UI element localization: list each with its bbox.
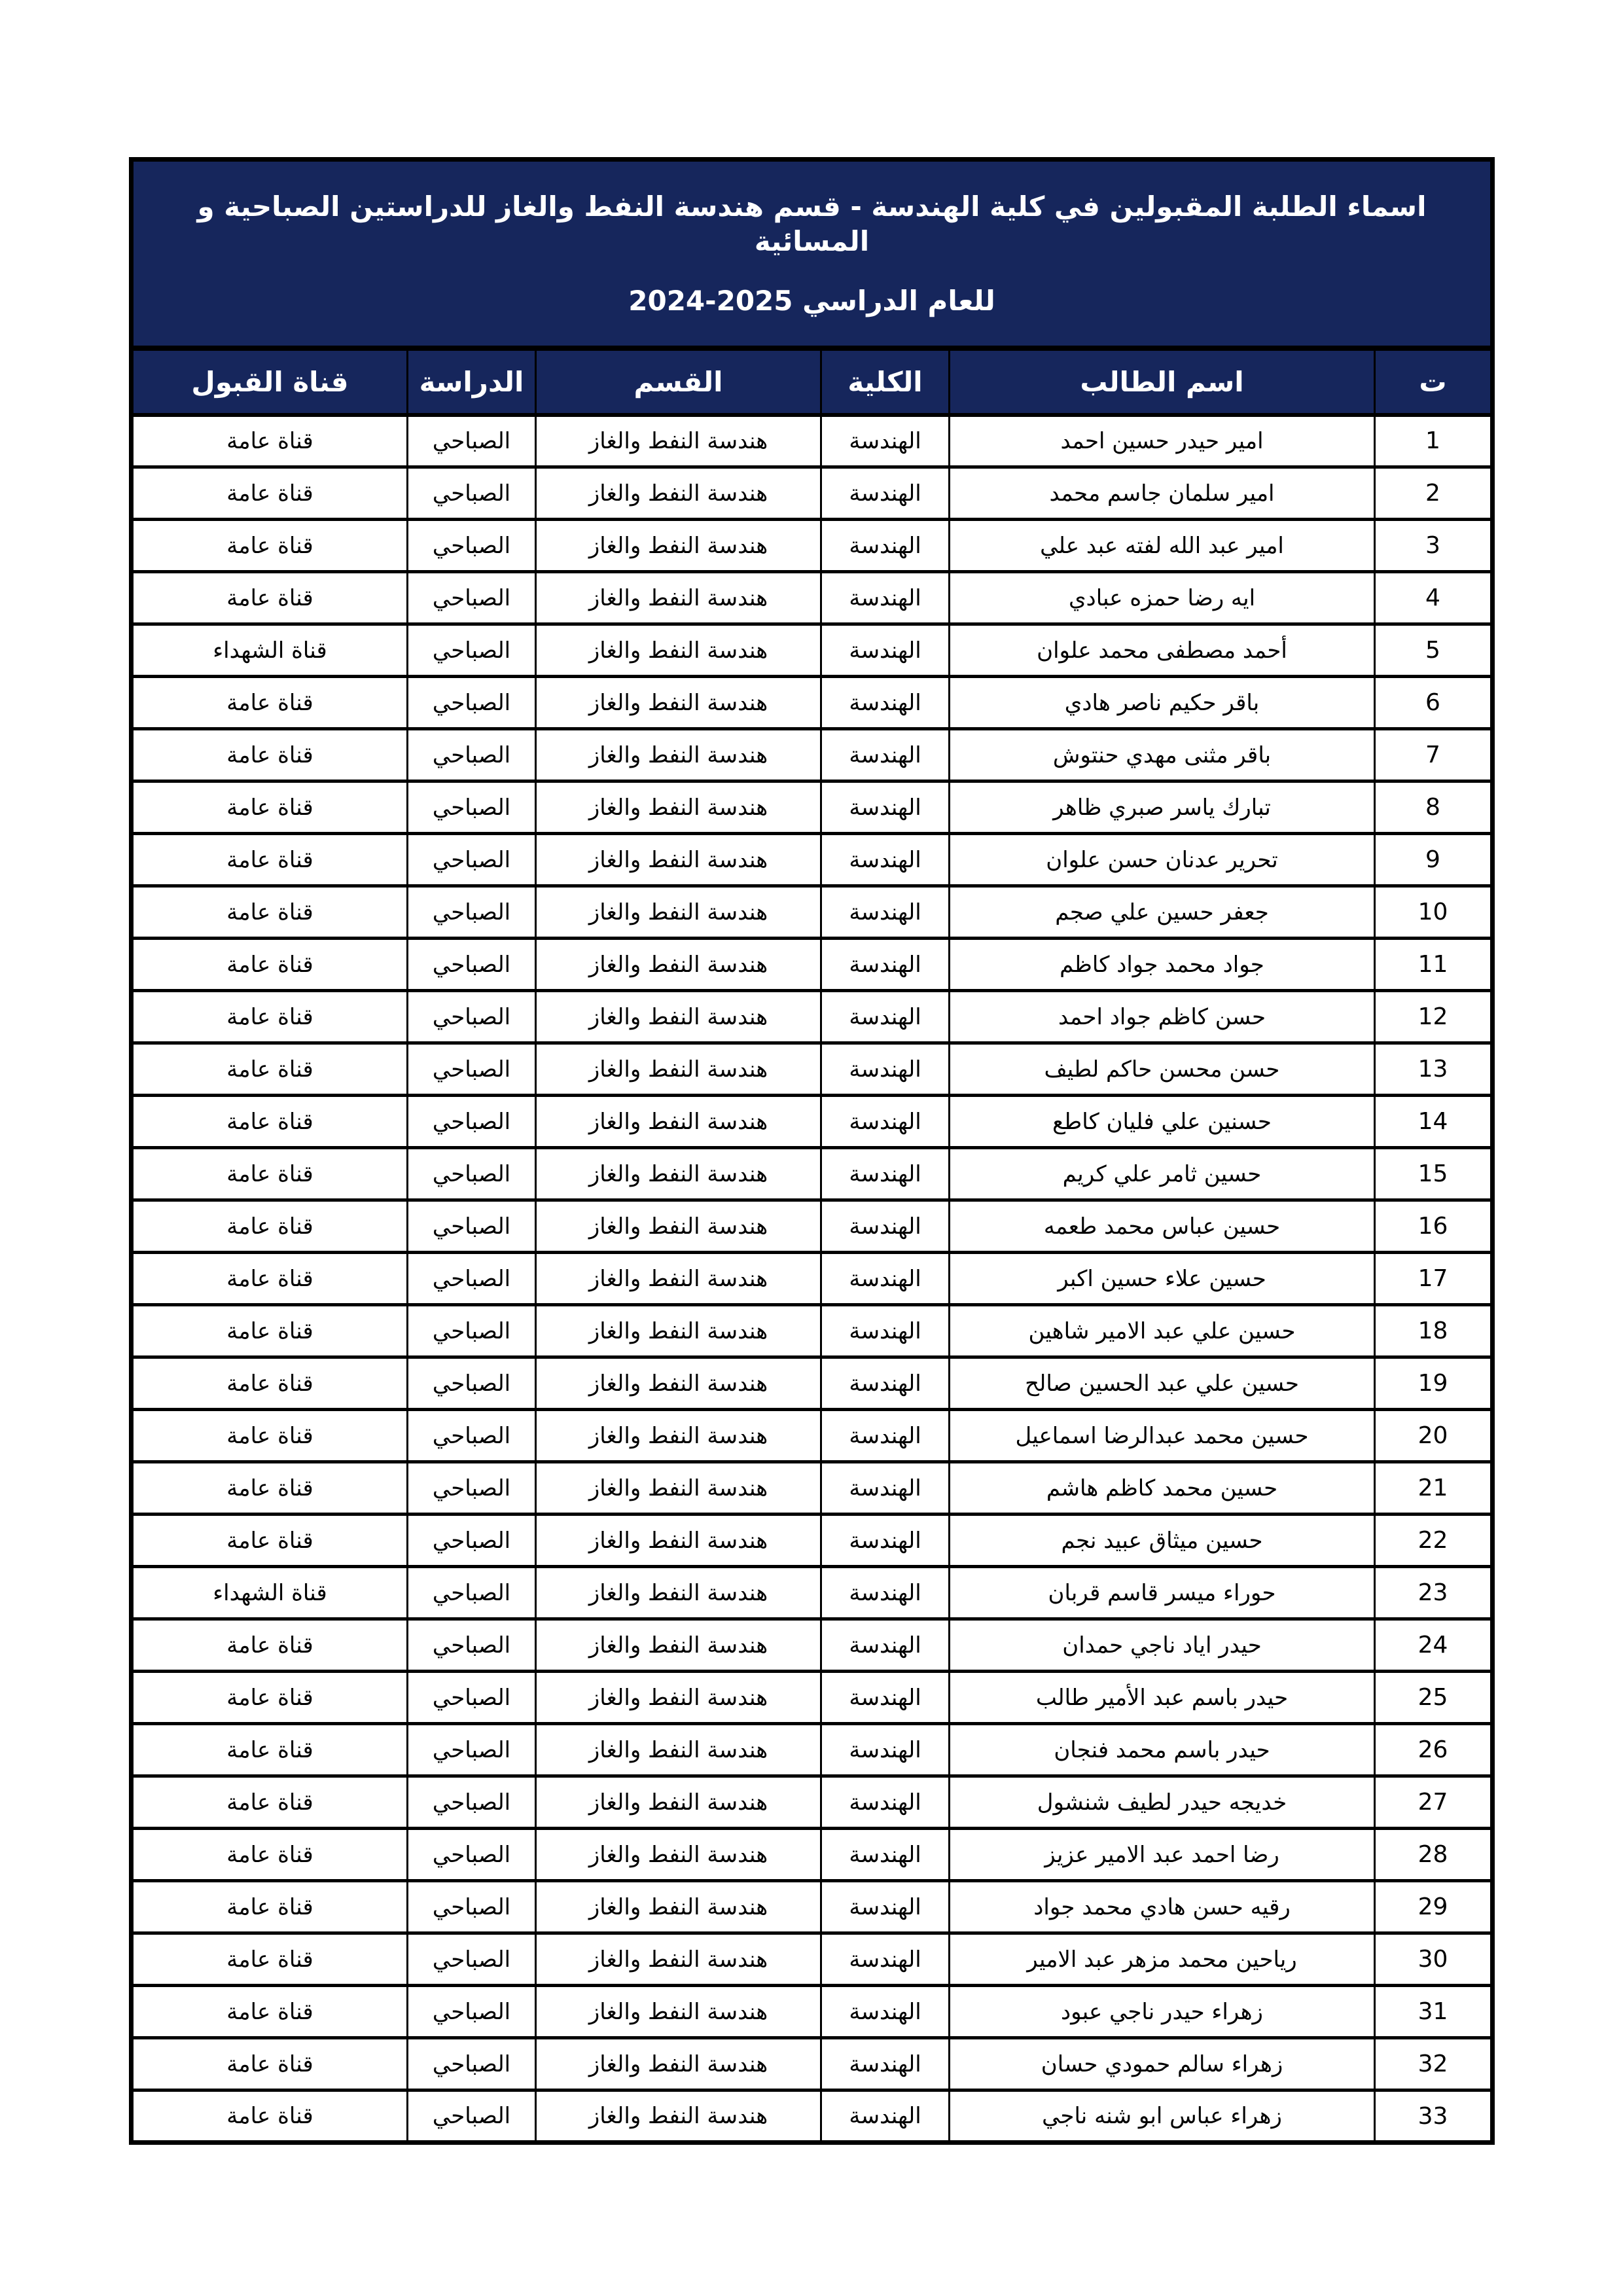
cell-study: الصباحي (408, 520, 536, 572)
cell-no: 26 (1375, 1724, 1493, 1776)
cell-student-name: ايه رضا حمزه عبادي (950, 572, 1375, 624)
cell-college: الهندسة (821, 1776, 950, 1829)
cell-college: الهندسة (821, 1515, 950, 1567)
cell-admission-channel: قناة عامة (131, 834, 407, 886)
table-row (131, 1567, 1492, 1619)
cell-student-name: حسين محمد كاظم هاشم (950, 1462, 1375, 1515)
cell-admission-channel: قناة عامة (131, 1776, 407, 1829)
cell-admission-channel: قناة الشهداء (131, 1567, 407, 1619)
cell-student-name: زهراء سالم حمودي حسان (950, 2038, 1375, 2090)
cell-study: الصباحي (408, 2038, 536, 2090)
table-row (131, 781, 1492, 834)
cell-department: هندسة النفط والغاز (536, 939, 821, 991)
cell-college: الهندسة (821, 1724, 950, 1776)
cell-college: الهندسة (821, 1148, 950, 1200)
cell-admission-channel: قناة عامة (131, 1410, 407, 1462)
cell-study: الصباحي (408, 1672, 536, 1724)
table-row (131, 572, 1492, 624)
cell-department: هندسة النفط والغاز (536, 520, 821, 572)
cell-admission-channel: قناة عامة (131, 939, 407, 991)
cell-study: الصباحي (408, 1096, 536, 1148)
cell-college: الهندسة (821, 624, 950, 677)
cell-student-name: رياحين محمد مزهر عبد الامير (950, 1933, 1375, 1986)
table-row (131, 1986, 1492, 2038)
cell-no: 20 (1375, 1410, 1493, 1462)
cell-no: 3 (1375, 520, 1493, 572)
cell-study: الصباحي (408, 1515, 536, 1567)
cell-department: هندسة النفط والغاز (536, 1567, 821, 1619)
cell-study: الصباحي (408, 2090, 536, 2143)
cell-department: هندسة النفط والغاز (536, 1986, 821, 2038)
cell-study: الصباحي (408, 939, 536, 991)
cell-study: الصباحي (408, 886, 536, 939)
cell-admission-channel: قناة عامة (131, 729, 407, 781)
cell-college: الهندسة (821, 415, 950, 467)
table-row (131, 991, 1492, 1043)
table-row (131, 1515, 1492, 1567)
cell-admission-channel: قناة عامة (131, 2090, 407, 2143)
cell-no: 4 (1375, 572, 1493, 624)
cell-student-name: رقيه حسن هادي محمد جواد (950, 1881, 1375, 1933)
cell-study: الصباحي (408, 1881, 536, 1933)
cell-student-name: جواد محمد جواد كاظم (950, 939, 1375, 991)
cell-student-name: باقر مثنى مهدي حنتوش (950, 729, 1375, 781)
cell-no: 31 (1375, 1986, 1493, 2038)
cell-college: الهندسة (821, 781, 950, 834)
cell-college: الهندسة (821, 2090, 950, 2143)
cell-student-name: حيدر باسم عبد الأمير طالب (950, 1672, 1375, 1724)
cell-admission-channel: قناة عامة (131, 520, 407, 572)
cell-no: 14 (1375, 1096, 1493, 1148)
cell-study: الصباحي (408, 1619, 536, 1672)
cell-study: الصباحي (408, 1776, 536, 1829)
cell-department: هندسة النفط والغاز (536, 1462, 821, 1515)
cell-study: الصباحي (408, 1410, 536, 1462)
cell-study: الصباحي (408, 834, 536, 886)
cell-study: الصباحي (408, 624, 536, 677)
header-student-name: اسم الطالب (950, 348, 1375, 415)
cell-college: الهندسة (821, 1462, 950, 1515)
cell-department: هندسة النفط والغاز (536, 2090, 821, 2143)
cell-college: الهندسة (821, 991, 950, 1043)
cell-department: هندسة النفط والغاز (536, 572, 821, 624)
header-admission-channel: قناة القبول (131, 348, 407, 415)
cell-no: 28 (1375, 1829, 1493, 1881)
cell-department: هندسة النفط والغاز (536, 415, 821, 467)
table-row (131, 1410, 1492, 1462)
table-row (131, 1672, 1492, 1724)
title-line-2: للعام الدراسي 2025-2024 (628, 285, 995, 317)
cell-no: 19 (1375, 1357, 1493, 1410)
cell-student-name: تبارك ياسر صبري ظاهر (950, 781, 1375, 834)
cell-college: الهندسة (821, 1672, 950, 1724)
cell-college: الهندسة (821, 939, 950, 991)
table-row (131, 1305, 1492, 1357)
cell-department: هندسة النفط والغاز (536, 1776, 821, 1829)
title-line-1: اسماء الطلبة المقبولين في كلية الهندسة - قسم هندسة النفط والغاز للدراستين الصباحية و المسائية (197, 190, 1427, 257)
cell-study: الصباحي (408, 1357, 536, 1410)
cell-no: 17 (1375, 1253, 1493, 1305)
cell-department: هندسة النفط والغاز (536, 1253, 821, 1305)
cell-no: 11 (1375, 939, 1493, 991)
cell-college: الهندسة (821, 1567, 950, 1619)
cell-no: 25 (1375, 1672, 1493, 1724)
table-row (131, 2090, 1492, 2143)
cell-college: الهندسة (821, 1357, 950, 1410)
cell-college: الهندسة (821, 2038, 950, 2090)
cell-admission-channel: قناة عامة (131, 2038, 407, 2090)
table-row (131, 1043, 1492, 1096)
cell-admission-channel: قناة عامة (131, 1933, 407, 1986)
title-row (131, 160, 1492, 348)
cell-student-name: حسين ثامر علي كريم (950, 1148, 1375, 1200)
cell-no: 2 (1375, 467, 1493, 520)
cell-college: الهندسة (821, 1933, 950, 1986)
student-table-body (131, 415, 1492, 2143)
cell-department: هندسة النفط والغاز (536, 991, 821, 1043)
table-row (131, 834, 1492, 886)
cell-college: الهندسة (821, 1829, 950, 1881)
cell-admission-channel: قناة عامة (131, 886, 407, 939)
cell-department: هندسة النفط والغاز (536, 2038, 821, 2090)
cell-student-name: حسين علي عبد الامير شاهين (950, 1305, 1375, 1357)
cell-college: الهندسة (821, 1043, 950, 1096)
roster-sheet (134, 157, 1495, 2145)
cell-admission-channel: قناة عامة (131, 1305, 407, 1357)
cell-no: 21 (1375, 1462, 1493, 1515)
cell-college: الهندسة (821, 572, 950, 624)
cell-student-name: حيدر اياد ناجي حمدان (950, 1619, 1375, 1672)
table-row (131, 886, 1492, 939)
cell-study: الصباحي (408, 572, 536, 624)
cell-admission-channel: قناة عامة (131, 1253, 407, 1305)
cell-admission-channel: قناة عامة (131, 1515, 407, 1567)
cell-no: 22 (1375, 1515, 1493, 1567)
header-no: ت (1375, 348, 1493, 415)
cell-student-name: امير حيدر حسين احمد (950, 415, 1375, 467)
cell-student-name: رضا احمد عبد الامير عزيز (950, 1829, 1375, 1881)
cell-no: 24 (1375, 1619, 1493, 1672)
table-row (131, 1933, 1492, 1986)
cell-student-name: امير عبد الله لفته عبد علي (950, 520, 1375, 572)
cell-student-name: امير سلمان جاسم محمد (950, 467, 1375, 520)
cell-no: 30 (1375, 1933, 1493, 1986)
cell-study: الصباحي (408, 467, 536, 520)
cell-student-name: أحمد مصطفى محمد علوان (950, 624, 1375, 677)
cell-department: هندسة النفط والغاز (536, 1043, 821, 1096)
cell-no: 15 (1375, 1148, 1493, 1200)
cell-college: الهندسة (821, 467, 950, 520)
cell-no: 10 (1375, 886, 1493, 939)
cell-no: 6 (1375, 677, 1493, 729)
cell-college: الهندسة (821, 834, 950, 886)
cell-student-name: جعفر حسين علي صجم (950, 886, 1375, 939)
cell-college: الهندسة (821, 677, 950, 729)
cell-no: 5 (1375, 624, 1493, 677)
cell-department: هندسة النفط والغاز (536, 1200, 821, 1253)
cell-college: الهندسة (821, 1881, 950, 1933)
table-row (131, 1253, 1492, 1305)
cell-student-name: حيدر باسم محمد فنجان (950, 1724, 1375, 1776)
cell-college: الهندسة (821, 1096, 950, 1148)
cell-admission-channel: قناة الشهداء (131, 624, 407, 677)
cell-study: الصباحي (408, 991, 536, 1043)
cell-student-name: حوراء ميسر قاسم قربان (950, 1567, 1375, 1619)
cell-study: الصباحي (408, 1829, 536, 1881)
table-row (131, 415, 1492, 467)
cell-no: 13 (1375, 1043, 1493, 1096)
cell-study: الصباحي (408, 415, 536, 467)
cell-no: 23 (1375, 1567, 1493, 1619)
cell-student-name: تحرير عدنان حسن علوان (950, 834, 1375, 886)
cell-college: الهندسة (821, 1986, 950, 2038)
cell-study: الصباحي (408, 1986, 536, 2038)
cell-study: الصباحي (408, 1043, 536, 1096)
cell-no: 8 (1375, 781, 1493, 834)
cell-department: هندسة النفط والغاز (536, 1672, 821, 1724)
cell-college: الهندسة (821, 520, 950, 572)
cell-study: الصباحي (408, 1200, 536, 1253)
table-row (131, 1200, 1492, 1253)
cell-no: 1 (1375, 415, 1493, 467)
cell-no: 9 (1375, 834, 1493, 886)
cell-college: الهندسة (821, 886, 950, 939)
cell-department: هندسة النفط والغاز (536, 624, 821, 677)
cell-department: هندسة النفط والغاز (536, 1410, 821, 1462)
cell-no: 16 (1375, 1200, 1493, 1253)
cell-admission-channel: قناة عامة (131, 572, 407, 624)
cell-admission-channel: قناة عامة (131, 1148, 407, 1200)
cell-college: الهندسة (821, 1305, 950, 1357)
header-row (131, 348, 1492, 415)
cell-no: 29 (1375, 1881, 1493, 1933)
table-row (131, 1619, 1492, 1672)
table-row (131, 677, 1492, 729)
cell-admission-channel: قناة عامة (131, 1672, 407, 1724)
cell-department: هندسة النفط والغاز (536, 1357, 821, 1410)
cell-department: هندسة النفط والغاز (536, 1305, 821, 1357)
cell-admission-channel: قناة عامة (131, 1357, 407, 1410)
cell-admission-channel: قناة عامة (131, 1829, 407, 1881)
cell-study: الصباحي (408, 677, 536, 729)
cell-study: الصباحي (408, 1567, 536, 1619)
table-row (131, 939, 1492, 991)
cell-department: هندسة النفط والغاز (536, 1933, 821, 1986)
cell-student-name: حسنين علي فليان كاطع (950, 1096, 1375, 1148)
cell-admission-channel: قناة عامة (131, 1986, 407, 2038)
table-row (131, 1724, 1492, 1776)
table-row (131, 520, 1492, 572)
cell-department: هندسة النفط والغاز (536, 886, 821, 939)
cell-admission-channel: قناة عامة (131, 1200, 407, 1253)
cell-admission-channel: قناة عامة (131, 1724, 407, 1776)
cell-admission-channel: قناة عامة (131, 1043, 407, 1096)
cell-student-name: حسين علاء حسين اكبر (950, 1253, 1375, 1305)
cell-college: الهندسة (821, 1619, 950, 1672)
cell-study: الصباحي (408, 1462, 536, 1515)
students-table (129, 157, 1495, 2145)
cell-student-name: خديجه حيدر لطيف شنشول (950, 1776, 1375, 1829)
cell-admission-channel: قناة عامة (131, 991, 407, 1043)
table-row (131, 467, 1492, 520)
cell-department: هندسة النفط والغاز (536, 1148, 821, 1200)
cell-study: الصباحي (408, 1253, 536, 1305)
cell-admission-channel: قناة عامة (131, 467, 407, 520)
cell-department: هندسة النفط والغاز (536, 1829, 821, 1881)
cell-study: الصباحي (408, 1933, 536, 1986)
cell-department: هندسة النفط والغاز (536, 781, 821, 834)
cell-student-name: حسن محسن حاكم لطيف (950, 1043, 1375, 1096)
cell-department: هندسة النفط والغاز (536, 729, 821, 781)
cell-department: هندسة النفط والغاز (536, 1619, 821, 1672)
cell-department: هندسة النفط والغاز (536, 1724, 821, 1776)
cell-no: 33 (1375, 2090, 1493, 2143)
header-college: الكلية (821, 348, 950, 415)
table-row (131, 729, 1492, 781)
table-row (131, 1148, 1492, 1200)
cell-college: الهندسة (821, 729, 950, 781)
table-row (131, 1881, 1492, 1933)
cell-study: الصباحي (408, 781, 536, 834)
cell-study: الصباحي (408, 729, 536, 781)
cell-department: هندسة النفط والغاز (536, 1096, 821, 1148)
cell-department: هندسة النفط والغاز (536, 834, 821, 886)
cell-college: الهندسة (821, 1253, 950, 1305)
table-row (131, 2038, 1492, 2090)
cell-admission-channel: قناة عامة (131, 1881, 407, 1933)
cell-study: الصباحي (408, 1148, 536, 1200)
cell-no: 7 (1375, 729, 1493, 781)
cell-no: 12 (1375, 991, 1493, 1043)
cell-admission-channel: قناة عامة (131, 677, 407, 729)
cell-admission-channel: قناة عامة (131, 1619, 407, 1672)
cell-study: الصباحي (408, 1305, 536, 1357)
header-department: القسم (536, 348, 821, 415)
cell-no: 32 (1375, 2038, 1493, 2090)
cell-student-name: حسن كاظم جواد احمد (950, 991, 1375, 1043)
cell-department: هندسة النفط والغاز (536, 677, 821, 729)
cell-department: هندسة النفط والغاز (536, 1515, 821, 1567)
cell-student-name: حسين عباس محمد طعمه (950, 1200, 1375, 1253)
header-study: الدراسة (408, 348, 536, 415)
cell-college: الهندسة (821, 1200, 950, 1253)
table-row (131, 624, 1492, 677)
table-row (131, 1096, 1492, 1148)
cell-student-name: حسين علي عبد الحسين صالح (950, 1357, 1375, 1410)
cell-no: 27 (1375, 1776, 1493, 1829)
cell-student-name: باقر حكيم ناصر هادي (950, 677, 1375, 729)
cell-student-name: زهراء عباس ابو شنه ناجي (950, 2090, 1375, 2143)
cell-college: الهندسة (821, 1410, 950, 1462)
document-title (131, 160, 1492, 348)
cell-student-name: زهراء حيدر ناجي عبود (950, 1986, 1375, 2038)
table-row (131, 1829, 1492, 1881)
cell-no: 18 (1375, 1305, 1493, 1357)
table-row (131, 1462, 1492, 1515)
cell-study: الصباحي (408, 1724, 536, 1776)
cell-admission-channel: قناة عامة (131, 1096, 407, 1148)
table-row (131, 1776, 1492, 1829)
cell-department: هندسة النفط والغاز (536, 467, 821, 520)
cell-admission-channel: قناة عامة (131, 415, 407, 467)
cell-department: هندسة النفط والغاز (536, 1881, 821, 1933)
table-row (131, 1357, 1492, 1410)
cell-admission-channel: قناة عامة (131, 781, 407, 834)
table-head (131, 160, 1492, 415)
cell-student-name: حسين محمد عبدالرضا اسماعيل (950, 1410, 1375, 1462)
cell-student-name: حسين ميثاق عبيد نجم (950, 1515, 1375, 1567)
cell-admission-channel: قناة عامة (131, 1462, 407, 1515)
